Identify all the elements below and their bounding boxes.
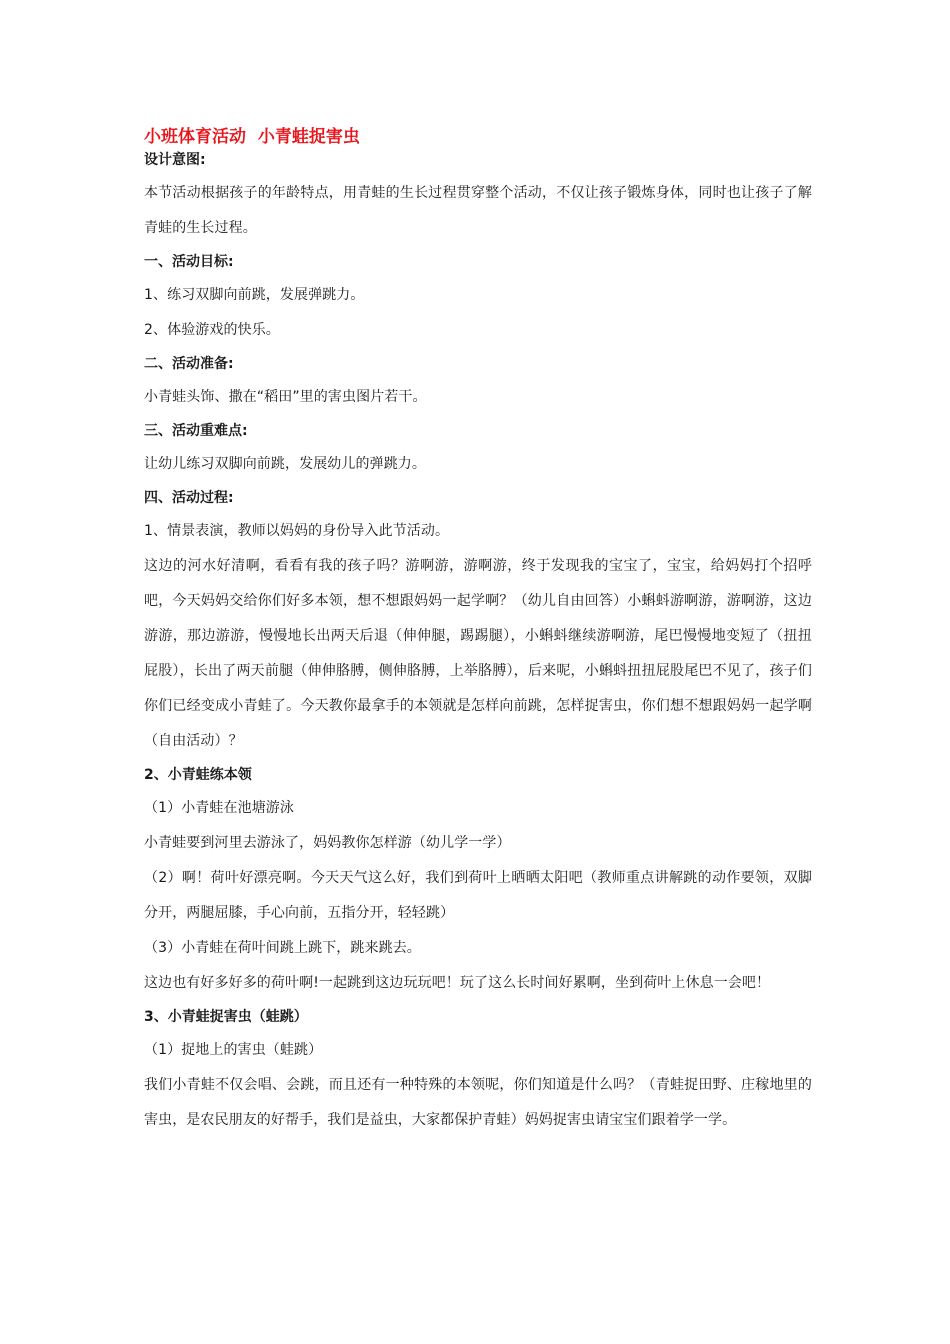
- step-paragraph: 这边也有好多好多的荷叶啊!一起跳到这边玩玩吧！玩了这么长时间好累啊，坐到荷叶上休息一会吧！: [144, 975, 771, 991]
- document-body: [144, 124, 812, 1138]
- step-item: （1）捉地上的害虫（蛙跳）: [144, 1042, 323, 1058]
- step-title: 1、情景表演，教师以妈妈的身份导入此节活动。: [144, 523, 450, 539]
- goals-heading: 一、活动目标:: [144, 254, 234, 270]
- step-paragraph: 我们小青蛙不仅会唱、会跳，而且还有一种特殊的本领呢，你们知道是什么吗？（青蛙捉田野、庄稼地里的害虫，是农民朋友的好帮手，我们是益虫，大家都保护青蛙）妈妈捉害虫请宝宝们跟着学一学。: [144, 1077, 812, 1128]
- preparation-heading: 二、活动准备:: [144, 356, 234, 372]
- process-heading: 四、活动过程:: [144, 490, 234, 506]
- document-title: 小班体育活动 小青蛙捉害虫: [144, 127, 360, 147]
- step-item: （1）小青蛙在池塘游泳: [144, 800, 295, 816]
- step-item: （3）小青蛙在荷叶间跳上跳下，跳来跳去。: [144, 940, 421, 956]
- step-paragraph: 这边的河水好清啊，看看有我的孩子吗？游啊游，游啊游，终于发现我的宝宝了，宝宝，给妈妈打个招呼吧，今天妈妈交给你们好多本领，想不想跟妈妈一起学啊？（幼儿自由回答）小蝌蚪游啊游，游啊游，这边游游，那边游游，慢慢地长出两天后退（伸伸腿，踢踢腿），小蝌蚪继续游啊游，尾巴慢慢地变短了（扭扭屁股），长出了两天前腿（伸伸胳膊，侧伸胳膊，上举胳膊），后来呢，小蝌蚪扭扭屁股尾巴不见了，孩子们你们已经变成小青蛙了。今天教你最拿手的本领就是怎样向前跳，怎样捉害虫，你们想不想跟妈妈一起学啊（自由活动）？: [144, 558, 812, 749]
- preparation-text: 小青蛙头饰、撒在“稻田”里的害虫图片若干。: [144, 389, 427, 405]
- goal-item: 1、练习双脚向前跳，发展弹跳力。: [144, 287, 365, 303]
- design-intent-text: 本节活动根据孩子的年龄特点，用青蛙的生长过程贯穿整个活动，不仅让孩子锻炼身体，同时也让孩子了解青蛙的生长过程。: [144, 185, 812, 236]
- step-paragraph: 小青蛙要到河里去游泳了，妈妈教你怎样游（幼儿学一学）: [144, 835, 511, 851]
- goal-item: 2、体验游戏的快乐。: [144, 322, 280, 338]
- step-heading: 2、小青蛙练本领: [144, 767, 252, 783]
- key-points-text: 让幼儿练习双脚向前跳，发展幼儿的弹跳力。: [144, 456, 426, 472]
- step-heading: 3、小青蛙捉害虫（蛙跳）: [144, 1009, 308, 1025]
- key-points-heading: 三、活动重难点:: [144, 423, 248, 439]
- step-item: （2）啊！荷叶好漂亮啊。今天天气这么好，我们到荷叶上晒晒太阳吧（教师重点讲解跳的动作要领，双脚分开，两腿屈膝，手心向前，五指分开，轻轻跳）: [144, 870, 812, 921]
- design-intent-heading: 设计意图:: [144, 152, 206, 168]
